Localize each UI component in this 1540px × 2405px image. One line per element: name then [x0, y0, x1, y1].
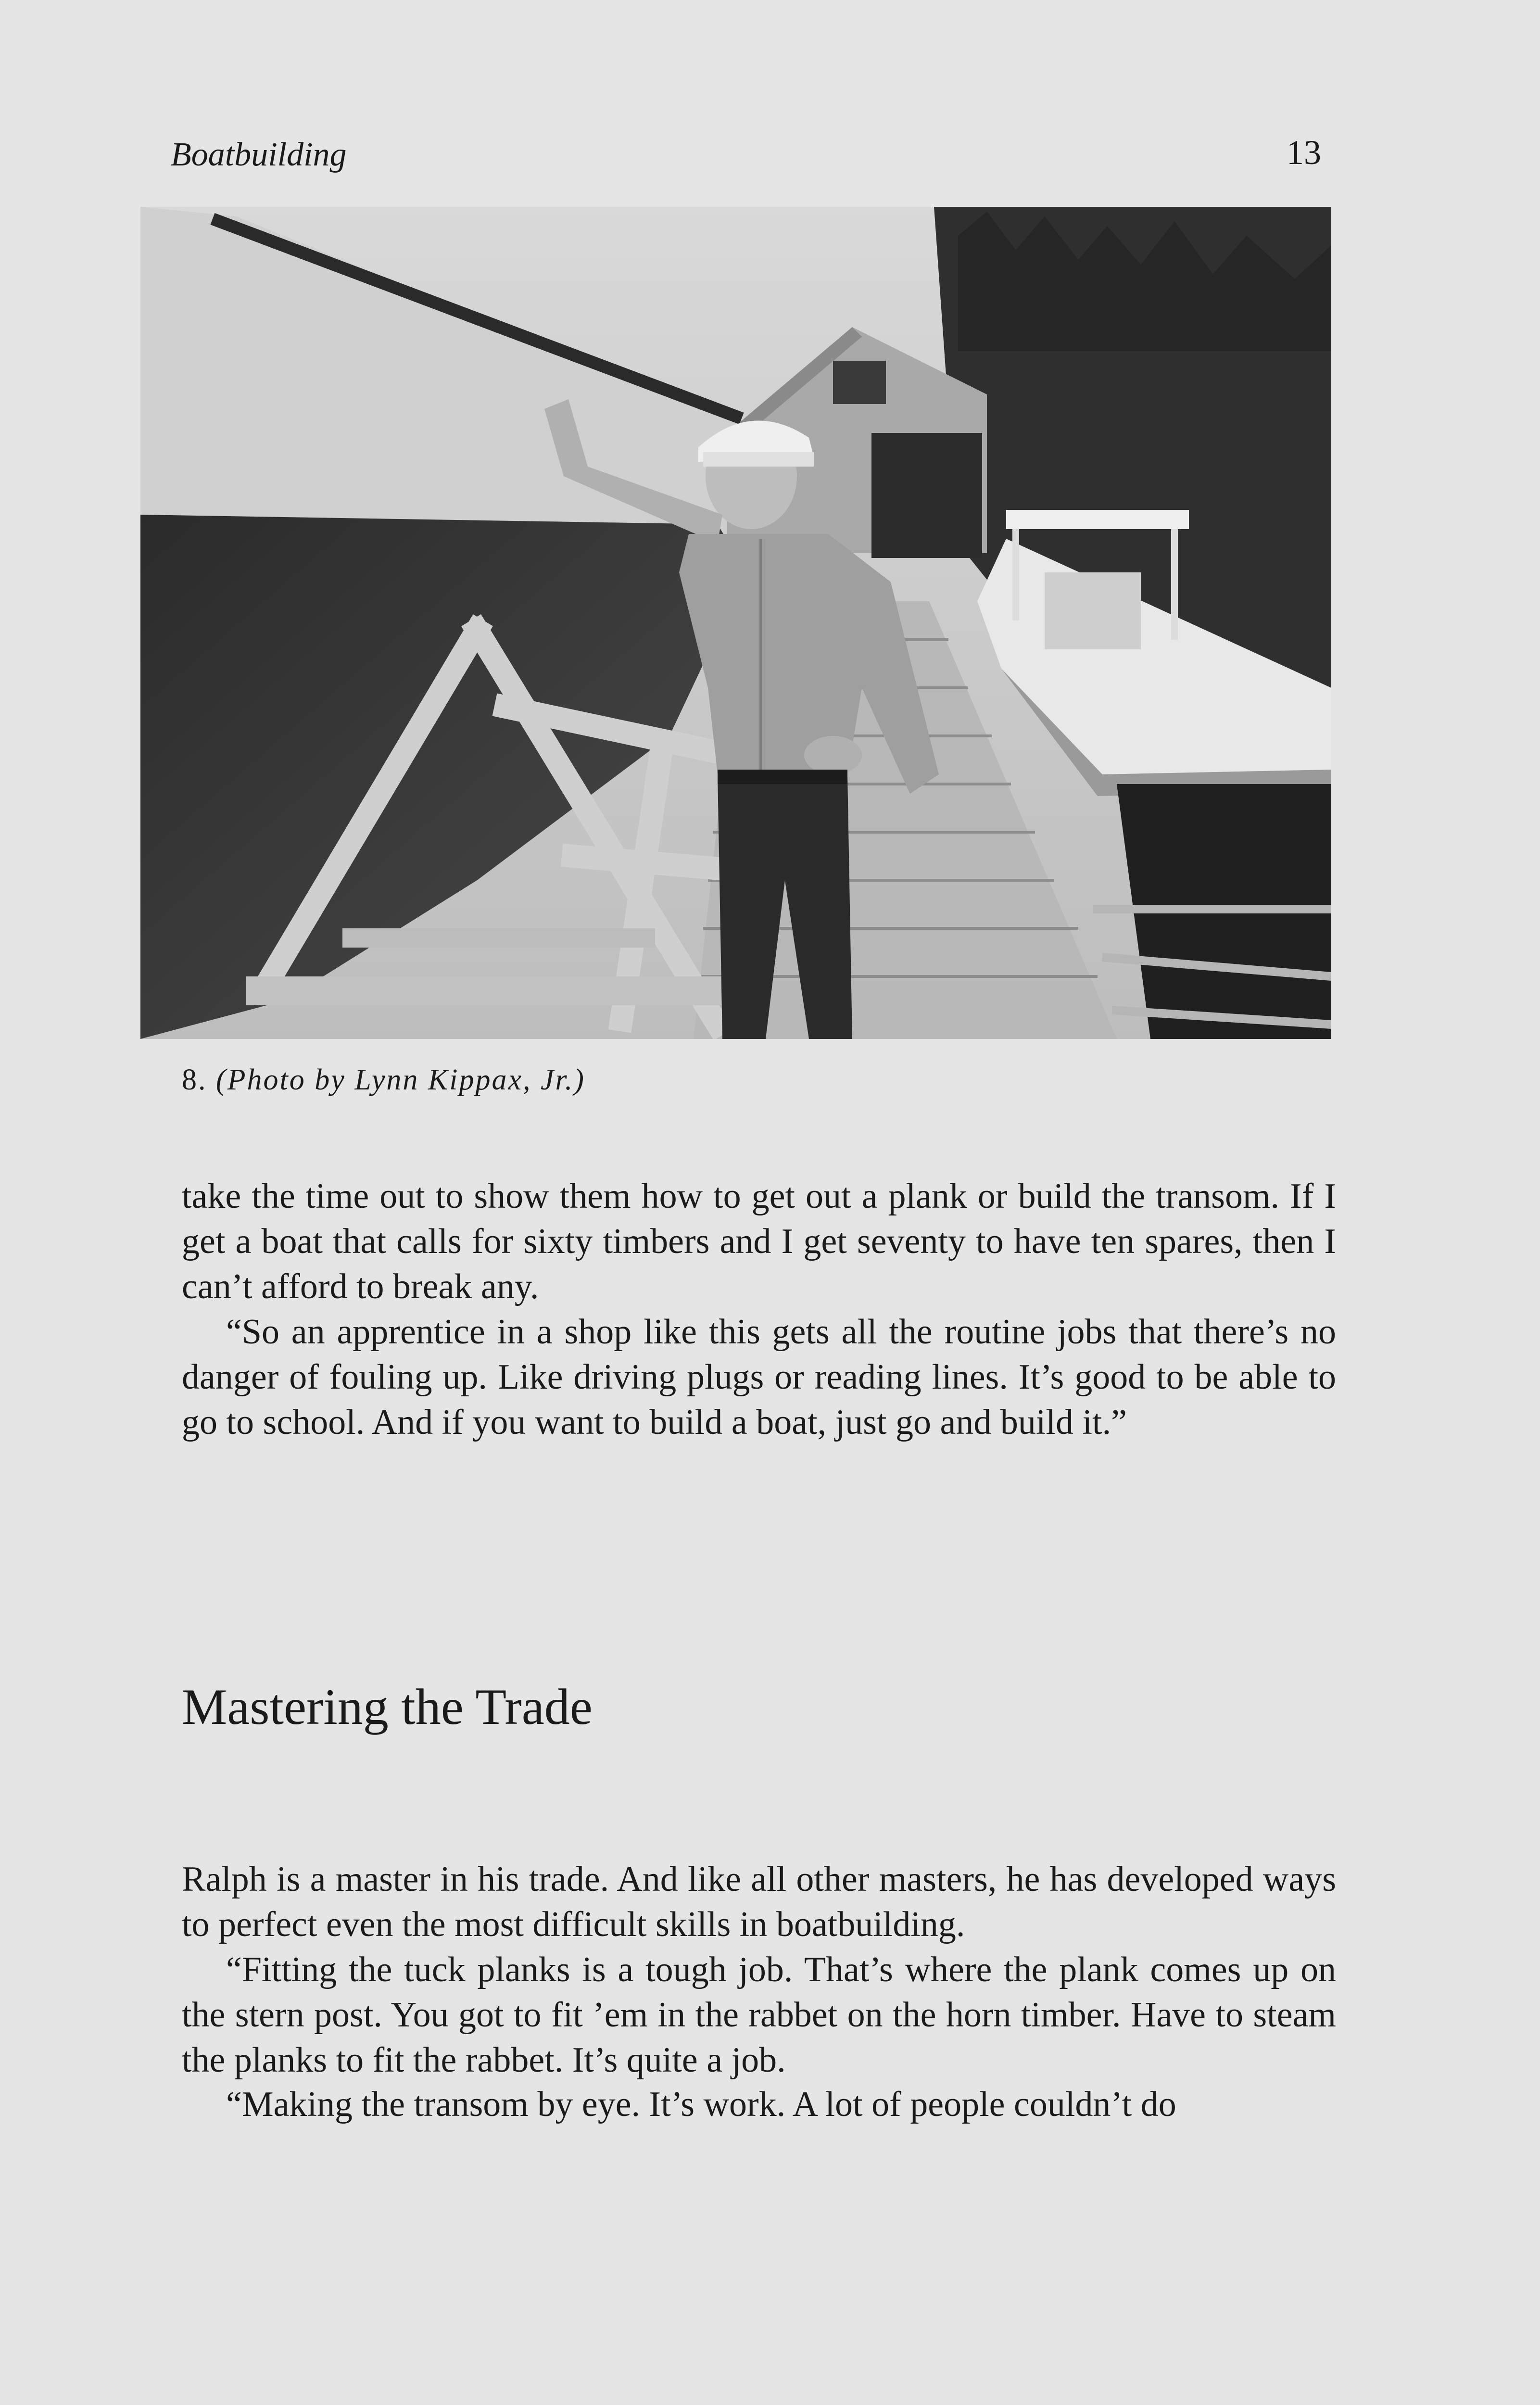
section-heading: Mastering the Trade [182, 1679, 593, 1735]
paragraph: “Making the transom by eye. It’s work. A lot of people couldn’t do [226, 2085, 1176, 2124]
caption-number: 8. [182, 1063, 207, 1096]
figure-caption [182, 1063, 585, 1097]
caption-credit: (Photo by Lynn Kippax, Jr.) [216, 1063, 585, 1096]
paragraph: “Fitting the tuck planks is a tough job. That’s where the plank comes up on the stern post. You got to fit ’em in the rabbet on the horn timber. Have to steam the planks to fit the rabbet. It’s quite a job. [182, 1950, 1336, 2080]
paragraph: Ralph is a master in his trade. And like all other masters, he has developed ways to perfect even the most difficult skills in boatbuilding. [182, 1860, 1336, 1944]
paragraph: “So an apprentice in a shop like this gets all the routine jobs that there’s no danger of fouling up. Like driving plugs or reading lines. It’s good to be able to go to school. And if you want to build a boat, just go and build it.” [182, 1312, 1336, 1442]
running-head: Boatbuilding [171, 136, 347, 173]
paragraph: take the time out to show them how to get out a plank or build the transom. If I get a boat that calls for sixty timbers and I get seventy to have ten spares, then I can’t afford to break any. [182, 1177, 1336, 1306]
boatbuilder-photo [140, 207, 1331, 1039]
page-number: 13 [1287, 133, 1321, 172]
